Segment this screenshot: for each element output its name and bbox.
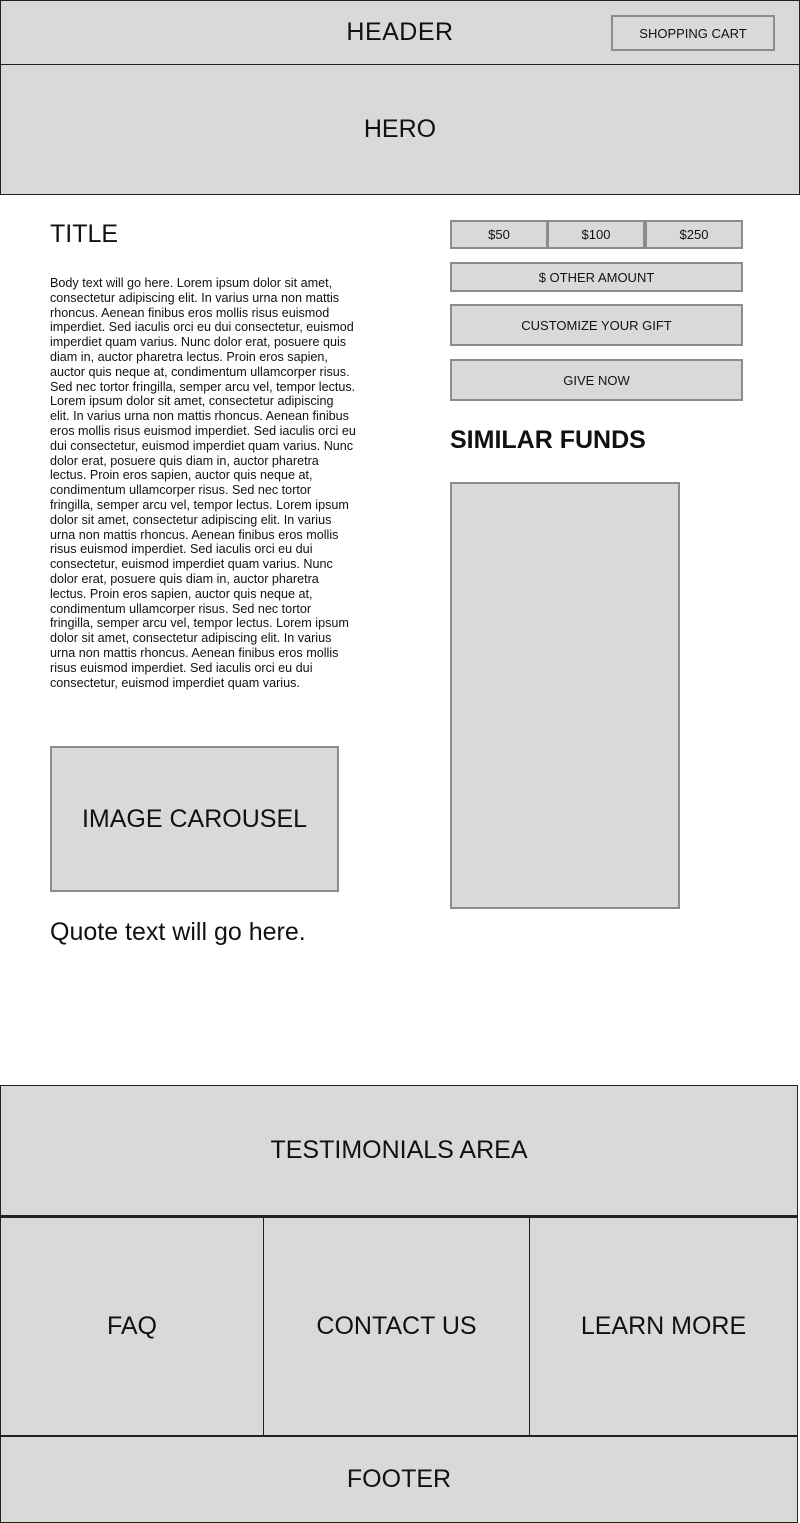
hero <box>0 65 800 195</box>
shopping-cart-button[interactable]: SHOPPING CART <box>611 15 775 51</box>
image-carousel-label: IMAGE CAROUSEL <box>81 804 308 833</box>
amount-50-button[interactable]: $50 <box>450 220 548 249</box>
similar-funds-panel[interactable] <box>450 482 680 909</box>
learn-more-label: LEARN MORE <box>580 1312 747 1340</box>
testimonials-area <box>0 1085 798 1216</box>
footer-label: FOOTER <box>346 1465 452 1493</box>
footer <box>0 1435 798 1523</box>
other-amount-button[interactable]: $ OTHER AMOUNT <box>450 262 743 292</box>
hero-label: HERO <box>363 115 437 143</box>
amount-100-button[interactable]: $100 <box>547 220 645 249</box>
faq-link[interactable] <box>0 1216 265 1436</box>
body-text: Body text will go here. Lorem ipsum dolor sit amet, consectetur adipiscing elit. In varius urna non mattis rhoncus. Aenean finibus eros mollis risus euismod imperdiet. Sed iaculis orci eu dui consectetur, euismod imperdiet quam varius. Nunc dolor erat, posuere quis diam in, auctor pharetra lectus. Proin eros sapien, auctor quis neque at, condimentum ullamcorper risus. Sed nec tortor fringilla, semper arcu vel, tempor lectus. Lorem ipsum dolor sit amet, consectetur adipiscing elit. In varius urna non mattis rhoncus. Aenean finibus eros mollis risus euismod imperdiet. Sed iaculis orci eu dui consectetur, euismod imperdiet quam varius. Nunc dolor erat, posuere quis diam in, auctor pharetra lectus. Proin eros sapien, auctor quis neque at, condimentum ullamcorper risus. Sed nec tortor fringilla, semper arcu vel, tempor lectus. Lorem ipsum dolor sit amet, consectetur adipiscing elit. In varius urna non mattis rhoncus. Aenean finibus eros mollis risus euismod imperdiet. Sed iaculis orci eu dui consectetur, euismod imperdiet quam varius. Nunc dolor erat, posuere quis diam in, auctor pharetra lectus. Proin eros sapien, auctor quis neque at, condimentum ullamcorper risus. Sed nec tortor fringilla, semper arcu vel, tempor lectus. Lorem ipsum dolor sit amet, consectetur adipiscing elit. In varius urna non mattis rhoncus. Aenean finibus eros mollis risus euismod imperdiet. Sed iaculis orci eu dui consectetur, euismod imperdiet quam varius. <box>50 276 356 690</box>
customize-gift-button[interactable]: CUSTOMIZE YOUR GIFT <box>450 304 743 346</box>
faq-label: FAQ <box>106 1312 157 1340</box>
testimonials-label: TESTIMONIALS AREA <box>270 1136 528 1164</box>
contact-us-link[interactable] <box>264 1216 531 1436</box>
give-now-button[interactable]: GIVE NOW <box>450 359 743 401</box>
header <box>0 0 800 65</box>
amount-250-button[interactable]: $250 <box>645 220 743 249</box>
similar-funds-title: SIMILAR FUNDS <box>450 426 646 454</box>
quote-text: Quote text will go here. <box>50 918 306 946</box>
image-carousel[interactable] <box>50 746 339 892</box>
header-label: HEADER <box>346 18 454 46</box>
page-title: TITLE <box>50 220 119 248</box>
contact-us-label: CONTACT US <box>316 1312 477 1340</box>
learn-more-link[interactable] <box>530 1216 798 1436</box>
